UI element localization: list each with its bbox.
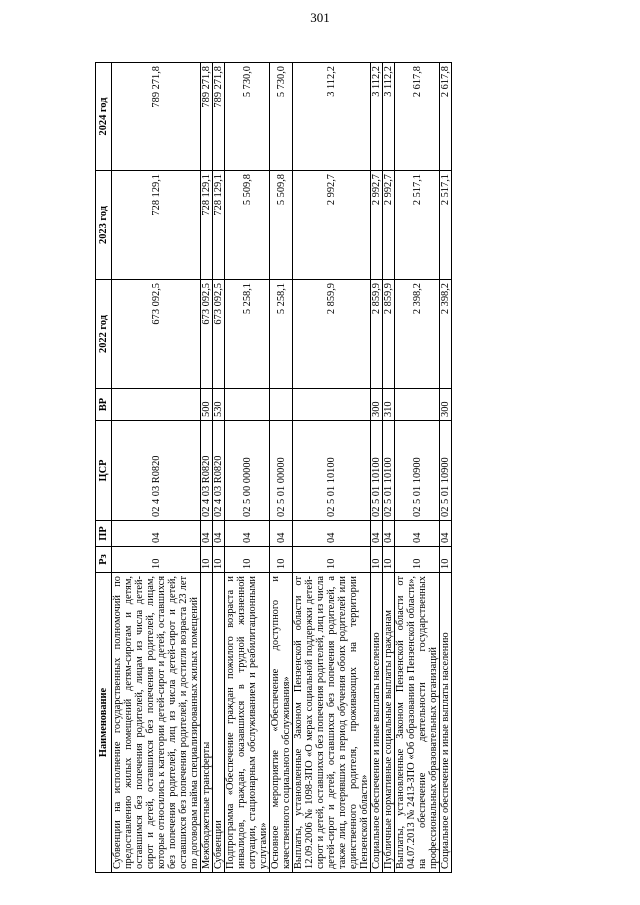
cell-csr: 02 5 01 10100 xyxy=(383,421,395,521)
cell-vr xyxy=(225,389,270,421)
table-row xyxy=(383,63,395,873)
cell-2024: 3 112,2 xyxy=(383,63,395,171)
cell-rz: 10 xyxy=(213,547,225,573)
cell-vr xyxy=(293,389,371,421)
cell-csr: 02 5 01 00000 xyxy=(270,421,293,521)
header-name: Наименование xyxy=(96,573,112,873)
cell-vr: 300 xyxy=(440,389,452,421)
cell-vr: 310 xyxy=(383,389,395,421)
cell-name: Социальное обеспечение и иные выплаты населению xyxy=(440,573,452,873)
cell-csr: 02 4 03 R0820 xyxy=(213,421,225,521)
header-2022: 2022 год xyxy=(96,280,112,389)
cell-2024: 3 112,2 xyxy=(371,63,383,171)
cell-rz: 10 xyxy=(270,547,293,573)
cell-name: Публичные нормативные социальные выплаты гражданам xyxy=(383,573,395,873)
table-row xyxy=(293,63,371,873)
cell-name: Субвенции xyxy=(213,573,225,873)
header-vr: ВР xyxy=(96,389,112,421)
cell-2023: 2 992,7 xyxy=(293,171,371,280)
cell-pr: 04 xyxy=(201,521,213,547)
cell-2023: 728 129,1 xyxy=(112,171,201,280)
cell-name: Субвенции на исполнение государственных полномочий по предоставлению жилых помещений детям-сиротам и детям, оставшимся без попечения родителей, лицам из числа детей-сирот и детей, оставшихся без попечения родителей, лицам, которые относились к категории детей-сирот и детей, оставшихся без попечения родителей, лиц из числа детей-сирот и детей, оставшихся без попечения родителей, и достигли возраста 23 лет по договорам найма специализированных жилых помещений xyxy=(112,573,201,873)
cell-rz: 10 xyxy=(201,547,213,573)
cell-pr: 04 xyxy=(383,521,395,547)
cell-rz: 10 xyxy=(440,547,452,573)
cell-2023: 728 129,1 xyxy=(213,171,225,280)
cell-2022: 2 398,2 xyxy=(440,280,452,389)
header-2023: 2023 год xyxy=(96,171,112,280)
cell-2024: 789 271,8 xyxy=(213,63,225,171)
cell-csr: 02 5 01 10900 xyxy=(440,421,452,521)
cell-2022: 5 258,1 xyxy=(225,280,270,389)
cell-csr: 02 5 01 10100 xyxy=(371,421,383,521)
table-body xyxy=(112,63,452,873)
cell-name: Выплаты, установленные Законом Пензенской области от 12.09.2006 № 1098-ЗПО «О мерах социальной поддержки детей-сирот и детей, оставшихся без попечения родителей, лиц из числа детей-сирот и детей, оставшихся без попечения родителей, а также лиц, потерявших в период обучения обоих родителей или единственного родителя, проживающих на территории Пензенской области» xyxy=(293,573,371,873)
cell-pr: 04 xyxy=(112,521,201,547)
cell-2022: 673 092,5 xyxy=(213,280,225,389)
cell-pr: 04 xyxy=(293,521,371,547)
cell-2023: 728 129,1 xyxy=(201,171,213,280)
cell-2022: 673 092,5 xyxy=(112,280,201,389)
cell-2023: 2 992,7 xyxy=(383,171,395,280)
cell-2023: 5 509,8 xyxy=(270,171,293,280)
cell-name: Подпрограмма «Обеспечение граждан пожилого возраста и инвалидов, граждан, оказавшихся в трудной жизненной ситуации, стационарным обслуживанием и реабилитационными услугами» xyxy=(225,573,270,873)
cell-2022: 2 398,2 xyxy=(395,280,440,389)
page-number: 301 xyxy=(310,10,330,25)
cell-name: Выплаты, установленные Законом Пензенской области от 04.07.2013 № 2413-ЗПО «Об образовании в Пензенской области», на обеспечение деятельности государственных профессиональных образовательных организаций xyxy=(395,573,440,873)
table-row xyxy=(112,63,201,873)
table-row xyxy=(225,63,270,873)
cell-2023: 2 992,7 xyxy=(371,171,383,280)
cell-2024: 789 271,8 xyxy=(201,63,213,171)
table-row xyxy=(213,63,225,873)
table-header xyxy=(96,63,112,873)
cell-2022: 673 092,5 xyxy=(201,280,213,389)
cell-2022: 5 258,1 xyxy=(270,280,293,389)
table-row xyxy=(270,63,293,873)
cell-vr: 530 xyxy=(213,389,225,421)
cell-pr: 04 xyxy=(225,521,270,547)
cell-csr: 02 5 01 10100 xyxy=(293,421,371,521)
header-rz: Рз xyxy=(96,547,112,573)
cell-vr xyxy=(112,389,201,421)
cell-2024: 5 730,0 xyxy=(225,63,270,171)
cell-2023: 2 517,1 xyxy=(395,171,440,280)
cell-2023: 5 509,8 xyxy=(225,171,270,280)
header-pr: ПР xyxy=(96,521,112,547)
rotated-table-container xyxy=(95,63,565,873)
cell-csr: 02 5 01 10900 xyxy=(395,421,440,521)
table-row xyxy=(201,63,213,873)
cell-pr: 04 xyxy=(270,521,293,547)
cell-pr: 04 xyxy=(213,521,225,547)
cell-rz: 10 xyxy=(371,547,383,573)
cell-name: Основное мероприятие «Обеспечение доступного и качественного социального обслуживания» xyxy=(270,573,293,873)
cell-pr: 04 xyxy=(440,521,452,547)
budget-table xyxy=(95,62,452,873)
cell-pr: 04 xyxy=(395,521,440,547)
cell-rz: 10 xyxy=(225,547,270,573)
cell-name: Межбюджетные трансферты xyxy=(201,573,213,873)
cell-csr: 02 4 03 R0820 xyxy=(112,421,201,521)
cell-2023: 2 517,1 xyxy=(440,171,452,280)
header-2024: 2024 год xyxy=(96,63,112,171)
cell-vr xyxy=(395,389,440,421)
cell-2024: 789 271,8 xyxy=(112,63,201,171)
cell-2024: 2 617,8 xyxy=(440,63,452,171)
cell-pr: 04 xyxy=(371,521,383,547)
cell-2022: 2 859,9 xyxy=(293,280,371,389)
table-row xyxy=(371,63,383,873)
cell-2024: 3 112,2 xyxy=(293,63,371,171)
table-row xyxy=(395,63,440,873)
cell-2022: 2 859,9 xyxy=(383,280,395,389)
cell-vr xyxy=(270,389,293,421)
cell-name: Социальное обеспечение и иные выплаты населению xyxy=(371,573,383,873)
cell-rz: 10 xyxy=(395,547,440,573)
cell-rz: 10 xyxy=(112,547,201,573)
cell-2024: 5 730,0 xyxy=(270,63,293,171)
cell-vr: 500 xyxy=(201,389,213,421)
cell-2024: 2 617,8 xyxy=(395,63,440,171)
cell-rz: 10 xyxy=(383,547,395,573)
cell-vr: 300 xyxy=(371,389,383,421)
cell-2022: 2 859,9 xyxy=(371,280,383,389)
table-row xyxy=(440,63,452,873)
cell-csr: 02 5 00 00000 xyxy=(225,421,270,521)
cell-rz: 10 xyxy=(293,547,371,573)
cell-csr: 02 4 03 R0820 xyxy=(201,421,213,521)
header-csr: ЦСР xyxy=(96,421,112,521)
